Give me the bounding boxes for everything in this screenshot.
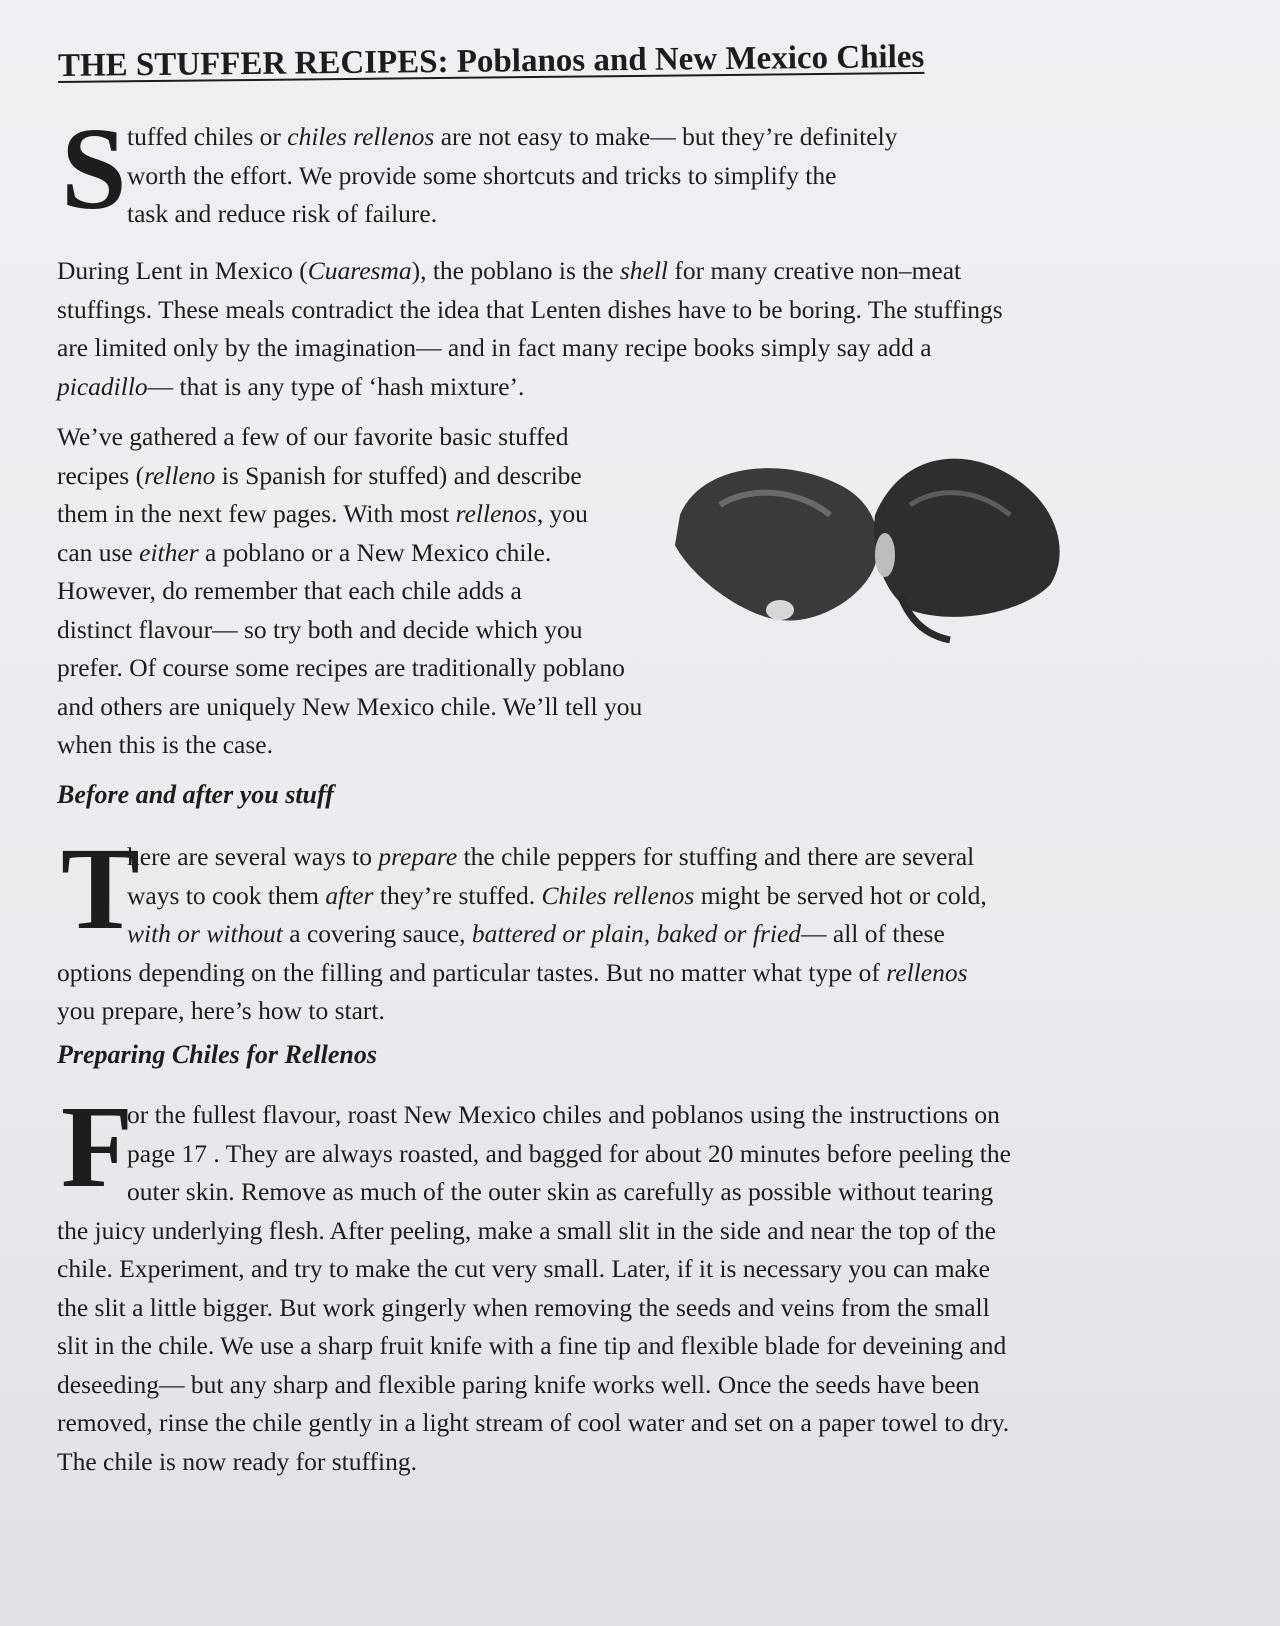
- text-line: [57, 1096, 1011, 1135]
- text-line: [57, 1366, 1011, 1405]
- favorites-paragraph: [57, 418, 642, 765]
- italic-text: battered or plain, baked or fried: [471, 919, 802, 948]
- text-run: ), the poblano is the: [411, 256, 620, 285]
- text-run: might be served hot or cold,: [694, 880, 987, 910]
- text-run: prefer. Of course some recipes are traditionally poblano: [57, 653, 625, 682]
- text-run: deseeding— but any sharp and flexible paring knife works well. Once the seeds have been: [57, 1369, 980, 1399]
- text-run: stuffings. These meals contradict the idea that Lenten dishes have to be boring. The stuffings: [57, 294, 1003, 324]
- text-line: [57, 1135, 1011, 1174]
- text-run: and others are uniquely New Mexico chile. We’ll tell you: [57, 691, 643, 721]
- italic-text: with or without: [127, 919, 283, 948]
- text-run: the juicy underlying flesh. After peeling, make a small slit in the side and near the top of the: [57, 1215, 996, 1245]
- text-line: [57, 611, 642, 650]
- page-title: THE STUFFER RECIPES: Poblanos and New Mexico Chiles: [57, 38, 925, 84]
- text-line: [57, 915, 987, 954]
- text-run: or the fullest flavour, roast New Mexico chiles and poblanos using the instructions on: [127, 1100, 1000, 1129]
- text-run: chile. Experiment, and try to make the cut very small. Later, if it is necessary you can make: [57, 1254, 990, 1283]
- text-line: [57, 877, 987, 916]
- italic-text: rellenos: [455, 499, 537, 528]
- text-line: [57, 1289, 1011, 1328]
- intro-paragraph: [57, 103, 898, 234]
- text-run: — all of these: [801, 919, 945, 948]
- stuffed-chile-image: [660, 445, 1080, 655]
- text-line: [57, 291, 1003, 330]
- text-run: , you: [536, 499, 588, 528]
- text-run: are limited only by the imagination— and in fact many recipe books simply say add a: [57, 333, 932, 362]
- text-line: [57, 838, 987, 877]
- text-run: task and reduce risk of failure.: [127, 199, 438, 228]
- text-line: [57, 992, 987, 1031]
- text-run: them in the next few pages. With most: [57, 499, 456, 528]
- text-run: when this is the case.: [57, 730, 273, 759]
- drop-cap: T: [61, 823, 140, 954]
- text-line: [57, 457, 642, 496]
- italic-text: rellenos: [886, 957, 968, 987]
- italic-text: prepare: [378, 842, 458, 871]
- text-line: [57, 1250, 1011, 1289]
- text-run: outer skin. Remove as much of the outer skin as carefully as possible without tearing: [127, 1177, 994, 1206]
- text-run: they’re stuffed.: [373, 880, 542, 910]
- italic-text: Cuaresma: [307, 256, 412, 285]
- text-run: can use: [57, 537, 140, 567]
- text-line: [57, 195, 897, 234]
- text-line: [57, 118, 897, 157]
- lent-paragraph: [57, 252, 1003, 406]
- text-line: [57, 1173, 1011, 1212]
- text-line: [57, 329, 1003, 368]
- italic-text: Chiles rellenos: [541, 880, 695, 910]
- section-heading-before-after: Before and after you stuff: [57, 780, 334, 809]
- text-line: [57, 368, 1003, 407]
- text-line: [57, 572, 642, 611]
- text-line: [57, 1443, 1011, 1482]
- text-run: a covering sauce,: [282, 919, 472, 948]
- text-run: here are several ways to: [127, 842, 379, 871]
- text-line: [57, 726, 642, 765]
- text-run: options depending on the filling and particular tastes. But no matter what type of: [57, 957, 887, 987]
- italic-text: relleno: [144, 460, 216, 490]
- italic-text: shell: [619, 256, 668, 285]
- text-run: are not easy to make— but they’re definitely: [434, 122, 898, 151]
- roasting-paragraph: [57, 1081, 1011, 1481]
- text-run: the slit a little bigger. But work gingerly when removing the seeds and veins from the small: [57, 1292, 990, 1322]
- drop-cap: S: [61, 103, 127, 234]
- text-run: the chile peppers for stuffing and there are several: [457, 842, 975, 871]
- text-run: removed, rinse the chile gently in a light stream of cool water and set on a paper towel to dry.: [57, 1408, 1010, 1437]
- text-run: We’ve gathered a few of our favorite basic stuffed: [57, 422, 569, 451]
- italic-text: either: [139, 537, 199, 567]
- text-run: slit in the chile. We use a sharp fruit knife with a fine tip and flexible blade for deveining and: [57, 1331, 1007, 1360]
- italic-text: picadillo: [57, 371, 148, 401]
- text-line: [57, 495, 642, 534]
- text-run: However, do remember that each chile adds a: [57, 576, 522, 605]
- text-line: [57, 418, 642, 457]
- italic-text: chiles rellenos: [287, 122, 435, 151]
- text-run: The chile is now ready for stuffing.: [57, 1446, 417, 1476]
- text-line: [57, 1327, 1011, 1366]
- text-run: is Spanish for stuffed) and describe: [215, 460, 582, 490]
- text-run: worth the effort. We provide some shortcuts and tricks to simplify the: [127, 160, 837, 190]
- text-run: tuffed chiles or: [127, 122, 288, 151]
- text-run: you prepare, here’s how to start.: [57, 996, 385, 1025]
- text-run: distinct flavour— so try both and decide which you: [57, 614, 583, 644]
- text-run: for many creative non–meat: [668, 256, 962, 285]
- text-run: recipes (: [57, 460, 145, 490]
- italic-text: after: [325, 880, 374, 910]
- text-run: a poblano or a New Mexico chile.: [198, 537, 552, 567]
- text-run: During Lent in Mexico (: [57, 256, 308, 285]
- preparation-paragraph: [57, 823, 987, 1031]
- text-line: [57, 1212, 1011, 1251]
- text-line: [57, 649, 642, 688]
- text-run: — that is any type of ‘hash mixture’.: [147, 371, 525, 401]
- drop-cap: F: [61, 1081, 134, 1212]
- text-line: [57, 954, 987, 993]
- text-run: page 17 . They are always roasted, and bagged for about 20 minutes before peeling the: [127, 1138, 1011, 1168]
- text-line: [57, 688, 642, 727]
- text-line: [57, 157, 897, 196]
- text-line: [57, 534, 642, 573]
- text-run: ways to cook them: [127, 880, 326, 910]
- text-line: [57, 252, 1003, 291]
- text-line: [57, 1404, 1011, 1443]
- section-heading-preparing: Preparing Chiles for Rellenos: [57, 1040, 377, 1069]
